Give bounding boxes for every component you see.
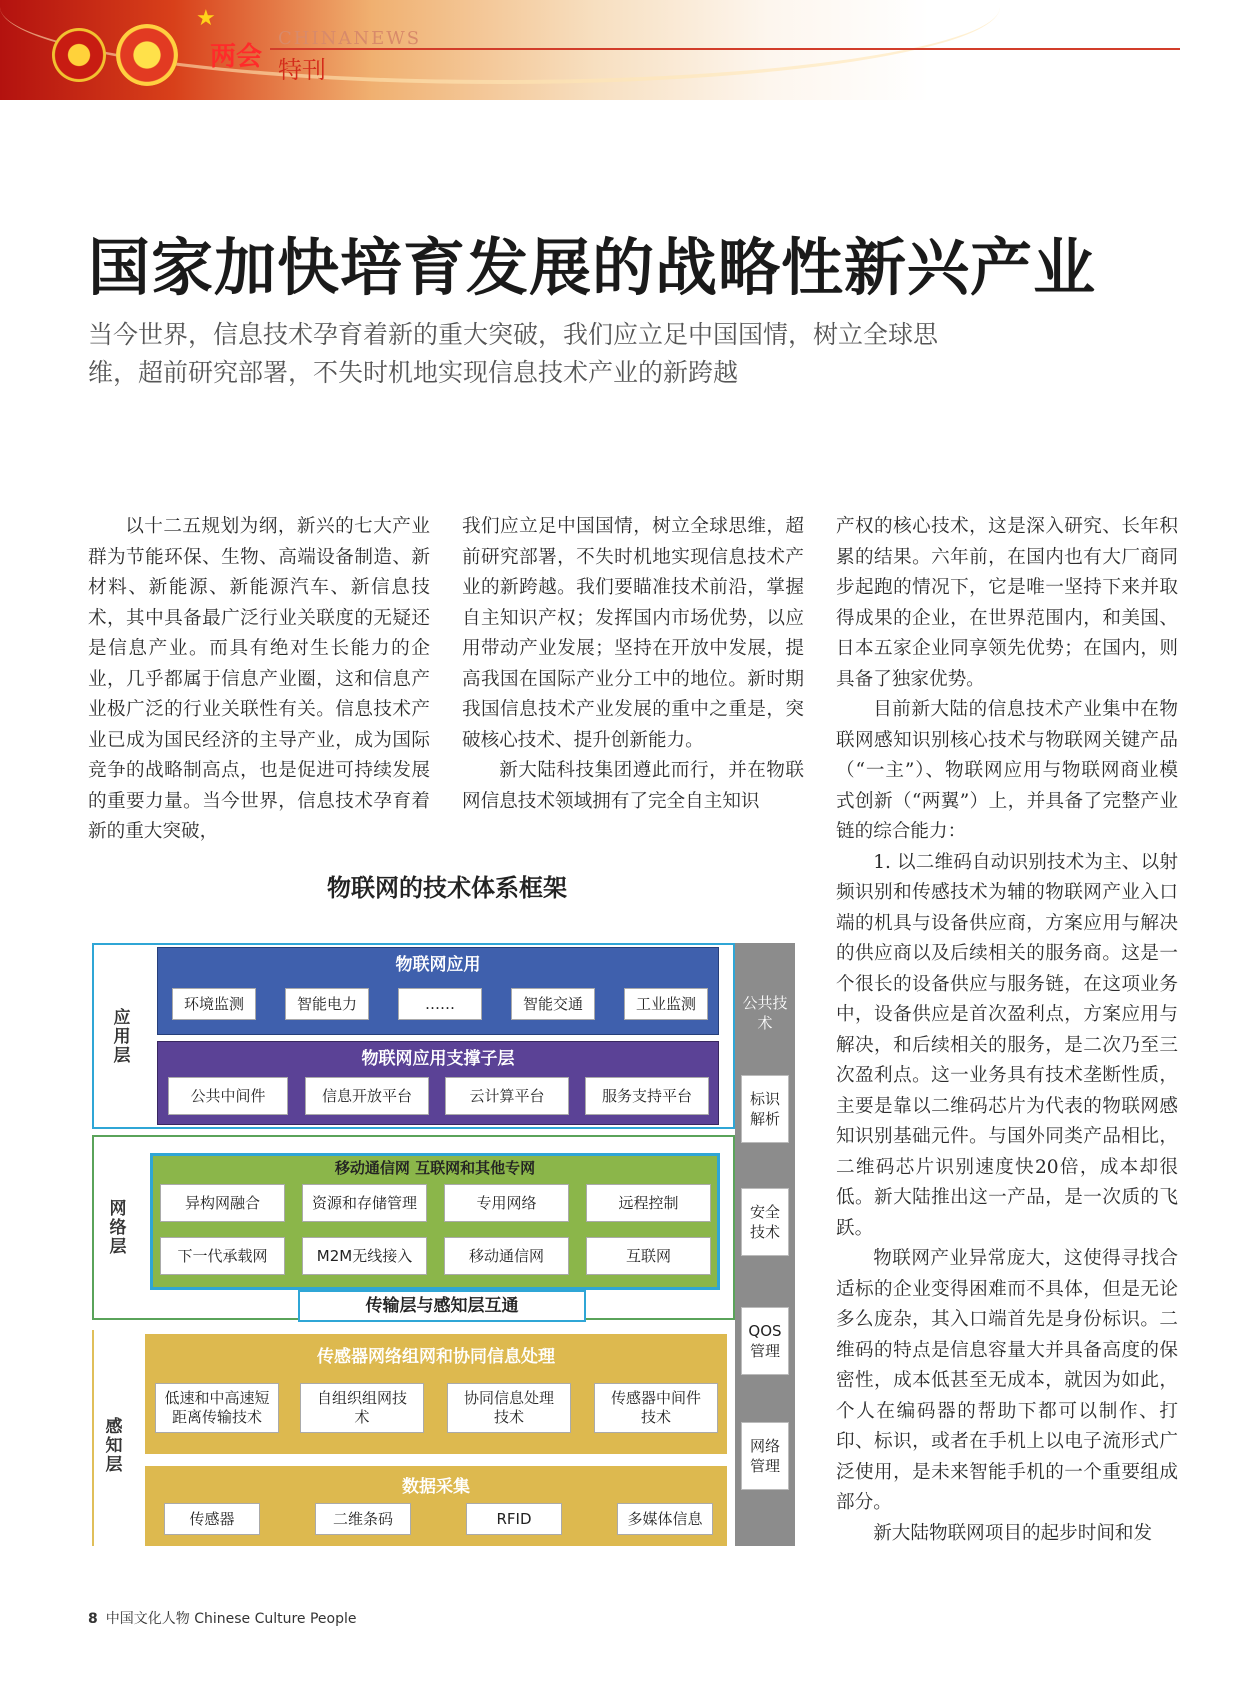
- paragraph: 以十二五规划为纲，新兴的七大产业群为节能环保、生物、高端设备制造、新材料、新能源、新能源汽车、新信息技术，其中具备最广泛行业关联度的无疑还是信息产业。而具有绝对生长能力的企业，几乎都属于信息产业圈，这和信息产业极广泛的行业关联性有关。信息技术产业已成为国民经济的主导产业，成为国际竞争的战略制高点，也是促进可持续发展的重要力量。当今世界，信息技术孕育着新的重大突破，: [88, 516, 430, 842]
- body-column-1: [88, 512, 430, 848]
- paragraph: 我们应立足中国国情，树立全球思维，超前研究部署，不失时机地实现信息技术产业的新跨越。我们要瞄准技术前沿，掌握自主知识产权；发挥国内市场优势，以应用带动产业发展；坚持在开放中发展，提高我国在国际产业分工中的地位。新时期我国信息技术产业发展的重中之重是，突破核心技术、提升创新能力。: [462, 516, 804, 751]
- page-number: 8: [88, 1611, 98, 1627]
- cppcc-emblem-icon: [116, 24, 178, 86]
- body-column-2: [462, 512, 804, 817]
- data-collection-item: 二维条码: [315, 1503, 411, 1535]
- sensor-network-item: 自组织组网技术: [300, 1383, 424, 1433]
- sensor-network-title: 传感器网络组网和协同信息处理: [317, 1347, 555, 1367]
- iot-application-title: 物联网应用: [395, 955, 481, 975]
- sensing-layer-rule: [92, 1330, 95, 1546]
- network-item: 资源和存储管理: [302, 1184, 427, 1222]
- header-chinanews: CHINANEWS: [278, 28, 422, 49]
- support-sublayer-title: 物联网应用支撑子层: [361, 1049, 515, 1069]
- sensing-layer-label: 感知层: [101, 1416, 122, 1474]
- side-item-identifier: 标识解析: [741, 1075, 789, 1143]
- network-layer-label: 网络层: [105, 1198, 126, 1256]
- support-item: 云计算平台: [445, 1077, 569, 1115]
- article-subtitle: 当今世界，信息技术孕育着新的重大突破，我们应立足中国国情，树立全球思维，超前研究部署，不失时机地实现信息技术产业的新跨越: [88, 320, 939, 387]
- support-item: 服务支持平台: [585, 1077, 709, 1115]
- paragraph: 目前新大陆的信息技术产业集中在物联网感知识别核心技术与物联网关键产品（“一主”）、物联网应用与物联网商业模式创新（“两翼”）上，并具备了完整产业链的综合能力：: [836, 699, 1178, 842]
- data-collection-item: 传感器: [164, 1503, 260, 1535]
- star-icon: ★: [196, 6, 216, 31]
- side-item-security: 安全技术: [741, 1188, 789, 1256]
- magazine-name: 中国文化人物 Chinese Culture People: [105, 1611, 357, 1627]
- network-item: 远程控制: [586, 1184, 711, 1222]
- paragraph: 产权的核心技术，这是深入研究、长年积累的结果。六年前，在国内也有大厂商同步起跑的情况下，它是唯一坚持下来并取得成果的企业，在世界范围内，和美国、日本五家企业同享领先优势；在国内，则具备了独家优势。: [836, 516, 1178, 690]
- header-tekan: 特刊: [278, 56, 326, 84]
- network-block-title: 移动通信网 互联网和其他专网: [334, 1159, 536, 1177]
- paragraph: 新大陆科技集团遵此而行，并在物联网信息技术领域拥有了完全自主知识: [462, 760, 804, 812]
- sensor-network-item: 传感器中间件技术: [594, 1383, 718, 1433]
- paragraph: 1. 以二维码自动识别技术为主、以射频识别和传感技术为辅的物联网产业入口端的机具与设备供应商，方案应用与解决的供应商以及后续相关的服务商。这是一个很长的设备供应与服务链，在这项业务中，设备供应是首次盈利点，方案应用与解决，和后续相关的服务，是二次乃至三次盈利点。这一业务具有技术垄断性质，主要是靠以二维码芯片为代表的物联网感知识别基础元件。与国外同类产品相比，二维码芯片识别速度快20倍，成本却很低。新大陆推出这一产品，是一次质的飞跃。: [836, 851, 1178, 1239]
- network-item: 移动通信网: [444, 1237, 569, 1275]
- network-item: M2M无线接入: [302, 1237, 427, 1275]
- paragraph: 物联网产业异常庞大，这使得寻找合适标的企业变得困难而不具体，但是无论多么庞杂，其入口端首先是身份标识。二维码的特点是信息容量大并具备高度的保密性，成本低甚至无成本，就因为如此，个人在编码器的帮助下都可以制作、打印、标识，或者在手机上以电子流形式广泛使用，是未来智能手机的一个重要组成部分。: [836, 1248, 1178, 1513]
- side-item-network-mgmt: 网络管理: [741, 1422, 789, 1490]
- network-item: 专用网络: [444, 1184, 569, 1222]
- header-lianghui: 两会: [210, 42, 263, 72]
- page-footer: [88, 1608, 357, 1628]
- data-collection-title: 数据采集: [402, 1477, 470, 1497]
- app-item: ……: [398, 988, 482, 1020]
- data-collection-item: RFID: [466, 1503, 562, 1535]
- network-item: 互联网: [586, 1237, 711, 1275]
- side-common-tech-label: 公共技术: [742, 994, 788, 1032]
- application-layer-label: 应用层: [109, 1007, 130, 1065]
- paragraph: 新大陆物联网项目的起步时间和发: [873, 1522, 1153, 1544]
- side-item-qos: QOS管理: [741, 1307, 789, 1375]
- app-item: 环境监测: [172, 988, 256, 1020]
- app-item: 智能电力: [285, 988, 369, 1020]
- sensor-network-item: 低速和中高速短距离传输技术: [155, 1383, 279, 1433]
- support-item: 信息开放平台: [305, 1077, 429, 1115]
- national-emblem-icon: [52, 28, 106, 82]
- app-item: 智能交通: [511, 988, 595, 1020]
- body-column-3: [836, 512, 1178, 1549]
- transport-interconnect-bar: 传输层与感知层互通: [298, 1290, 586, 1322]
- network-item: 异构网融合: [160, 1184, 285, 1222]
- app-item: 工业监测: [624, 988, 708, 1020]
- sensor-network-item: 协同信息处理技术: [447, 1383, 571, 1433]
- network-item: 下一代承载网: [160, 1237, 285, 1275]
- header-banner: [0, 0, 1240, 100]
- data-collection-item: 多媒体信息: [617, 1503, 713, 1535]
- article-title: 国家加快培育发展的战略性新兴产业: [88, 231, 1097, 304]
- support-item: 公共中间件: [168, 1077, 288, 1115]
- diagram-title: 物联网的技术体系框架: [327, 874, 567, 902]
